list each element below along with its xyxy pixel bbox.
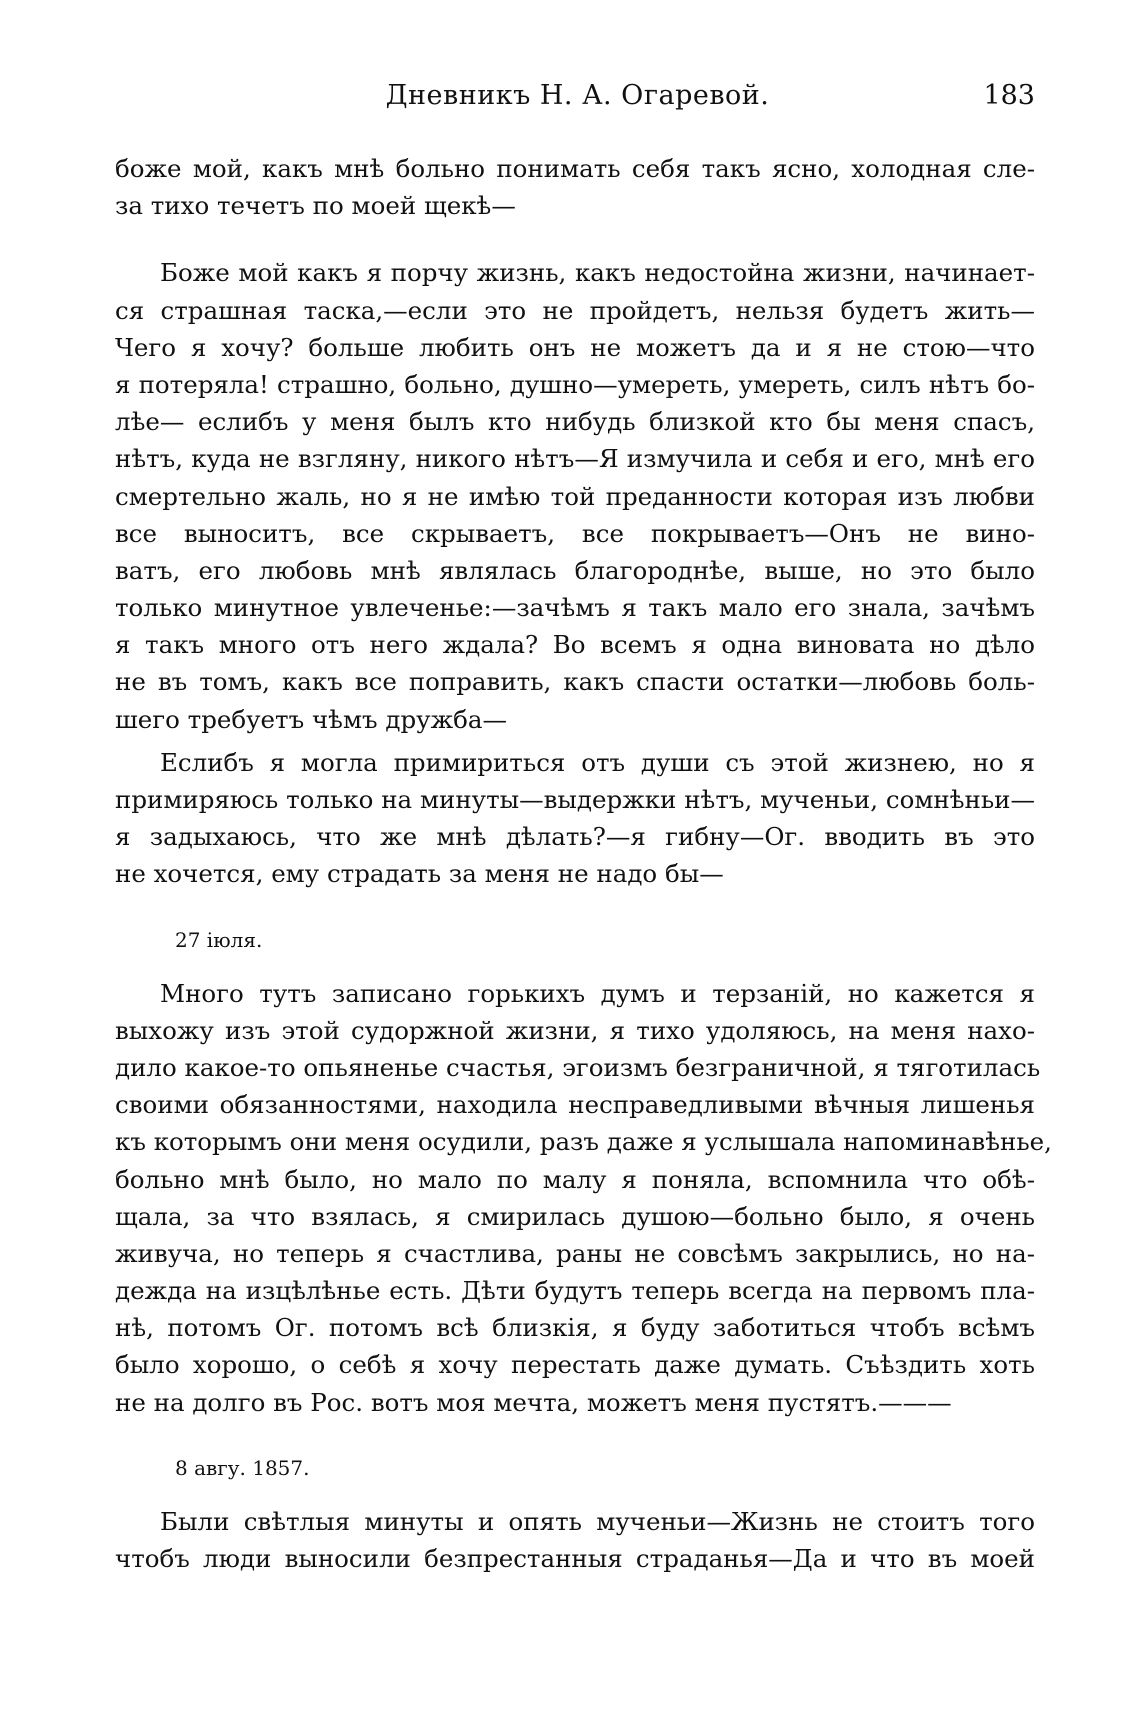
text-line: лѣе— еслибъ у меня былъ кто нибудь близкой кто бы меня спасъ, [115,407,1035,437]
text-line: Были свѣтлыя минуты и опять мученьи—Жизнь не стоитъ того [160,1506,1035,1536]
text-line: смертельно жаль, но я не имѣю той преданности которая изъ любви [115,481,1035,511]
entry-date: 8 авгу. 1857. [175,1455,310,1480]
text-line: было хорошо, о себѣ я хочу перестать даже думать. Съѣздить хоть [115,1350,1035,1380]
text-line: больно мнѣ было, но мало по малу я поняла, вспомнила что обѣ- [115,1164,1035,1194]
running-title: Дневникъ Н. А. Огаревой. [385,80,770,111]
text-line: Боже мой какъ я порчу жизнь, какъ недостойна жизни, начинает- [160,258,1035,288]
text-line: дежда на изцѣлѣнье есть. Дѣти будутъ теперь всегда на первомъ пла- [115,1276,1035,1306]
text-line: я такъ много отъ него ждала? Во всемъ я одна виновата но дѣло [115,630,1035,660]
text-line: шего требуетъ чѣмъ дружба— [115,704,507,734]
text-line: дило какое-то опьяненье счастья, эгоизмъ безграничной, я тяготилась [115,1052,1041,1082]
text-line: только минутное увлеченье:—зачѣмъ я такъ мало его знала, зачѣмъ [115,593,1035,623]
paragraph [115,1503,1035,1577]
text-line: боже мой, какъ мнѣ больно понимать себя такъ ясно, холодная сле- [115,154,1035,183]
text-line: Много тутъ записано горькихъ думъ и терзаній, но кажется я [160,978,1035,1008]
text-line: не хочется, ему страдать за меня не надо бы— [115,859,724,889]
text-line: къ которымъ они меня осудили, разъ даже я услышала напоминавѣнье, [115,1127,1052,1157]
text-line: все выноситъ, все скрываетъ, все покрываетъ—Онъ не вино- [115,518,1035,548]
text-line: ватъ, его любовь мнѣ являлась благороднѣе, выше, но это было [115,555,1035,585]
text-line: я задыхаюсь, что же мнѣ дѣлать?—я гибну—Ог. вводить въ это [115,822,1035,852]
text-line: Еслибъ я могла примириться отъ души съ этой жизнею, но я [160,747,1035,777]
paragraph [115,150,1035,224]
text-line: щала, за что взялась, я смирилась душою—больно было, я очень [115,1201,1035,1231]
running-head [120,78,1035,118]
text-line: за тихо течетъ по моей щекѣ— [115,191,516,221]
text-line: нѣтъ, куда не взгляну, никого нѣтъ—Я измучила и себя и его, мнѣ его [115,444,1035,474]
text-line: ся страшная таска,—если это не пройдетъ, нельзя будетъ жить— [115,295,1035,325]
text-line: живуча, но теперь я счастлива, раны не совсѣмъ закрылись, но на- [115,1238,1035,1268]
body-text [115,150,1052,1577]
text-line: я потеряла! страшно, больно, душно—умереть, умереть, силъ нѣтъ бо- [115,369,1035,399]
paragraph [115,254,1035,737]
text-line: не на долго въ Рос. вотъ моя мечта, можетъ меня пустятъ.——— [115,1387,952,1417]
page-number: 183 [983,80,1035,111]
text-line: примиряюсь только на минуты—выдержки нѣтъ, мученьи, сомнѣньи— [115,785,1035,814]
text-line: выхожу изъ этой судоржной жизни, я тихо удоляюсь, на меня нахо- [115,1015,1035,1045]
paragraph [115,744,1035,893]
paragraph [115,975,1052,1421]
text-line: чтобъ люди выносили безпрестанныя страданья—Да и что въ моей [115,1544,1035,1573]
text-line: не въ томъ, какъ все поправить, какъ спасти остатки—любовь боль- [115,667,1035,697]
text-line: своими обязанностями, находила несправедливыми вѣчныя лишенья [115,1090,1035,1120]
text-line: нѣ, потомъ Ог. потомъ всѣ близкія, я буду заботиться чтобъ всѣмъ [115,1313,1035,1343]
entry-date: 27 іюля. [175,927,263,952]
text-line: Чего я хочу? больше любить онъ не можетъ да и я не стою—что [115,332,1035,362]
